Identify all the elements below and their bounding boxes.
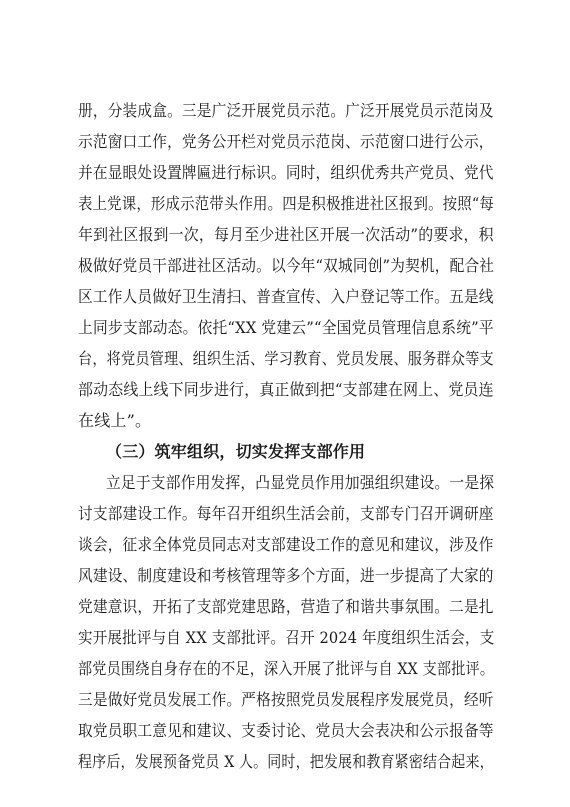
text-line: 极做好党员干部进社区活动。以今年“双城同创”为契机，配合社 — [78, 256, 495, 275]
text-line: 风建设、制度建设和考核管理等多个方面，进一步提高了大家的 — [78, 566, 494, 585]
text-line: 部党员围绕自身存在的不足，深入开展了批评与自 XX 支部批评。 — [78, 659, 495, 678]
text-line: 程序后，发展预备党员 X 人。同时，把发展和教育紧密结合起来， — [78, 752, 494, 771]
text-line: 年到社区报到一次，每月至少进社区开展一次活动”的要求，积 — [78, 225, 494, 244]
text-line: 党建意识，开拓了支部党建思路，营造了和谐共事氛围。二是扎 — [78, 597, 494, 616]
text-line: 立足于支部作用发挥，凸显党员作用加强组织建设。一是探 — [106, 473, 495, 492]
text-line: 实开展批评与自 XX 支部批评。召开 2024 年度组织生活会，支 — [78, 628, 495, 647]
text-line: 谈会，征求全体党员同志对支部建设工作的意见和建议，涉及作 — [78, 535, 494, 554]
text-line: 讨支部建设工作。每年召开组织生活会前，支部专门召开调研座 — [78, 504, 494, 523]
text-line: 表上党课，形成示范带头作用。四是积极推进社区报到。按照“每 — [78, 194, 494, 213]
text-line: 册，分装成盒。三是广泛开展党员示范。广泛开展党员示范岗及 — [78, 101, 494, 120]
text-line: 区工作人员做好卫生清扫、普查宣传、入户登记等工作。五是线 — [78, 287, 494, 306]
text-line: 示范窗口工作，党务公开栏对党员示范岗、示范窗口进行公示， — [78, 132, 494, 151]
text-line: 部动态线上线下同步进行，真正做到把“支部建在网上、党员连 — [78, 380, 494, 399]
text-line: 上同步支部动态。依托“XX 党建云”“全国党员管理信息系统”平 — [78, 318, 494, 337]
section-heading: （三）筑牢组织，切实发挥支部作用 — [106, 442, 366, 461]
text-line: 三是做好党员发展工作。严格按照党员发展程序发展党员，经听 — [78, 690, 494, 709]
text-line: 在线上”。 — [78, 411, 152, 430]
text-line: 台，将党员管理、组织生活、学习教育、党员发展、服务群众等支 — [78, 349, 494, 368]
text-line: 并在显眼处设置牌匾进行标识。同时，组织优秀共产党员、党代 — [78, 163, 494, 182]
text-line: 取党员职工意见和建议、支委讨论、党员大会表决和公示报备等 — [78, 721, 494, 740]
